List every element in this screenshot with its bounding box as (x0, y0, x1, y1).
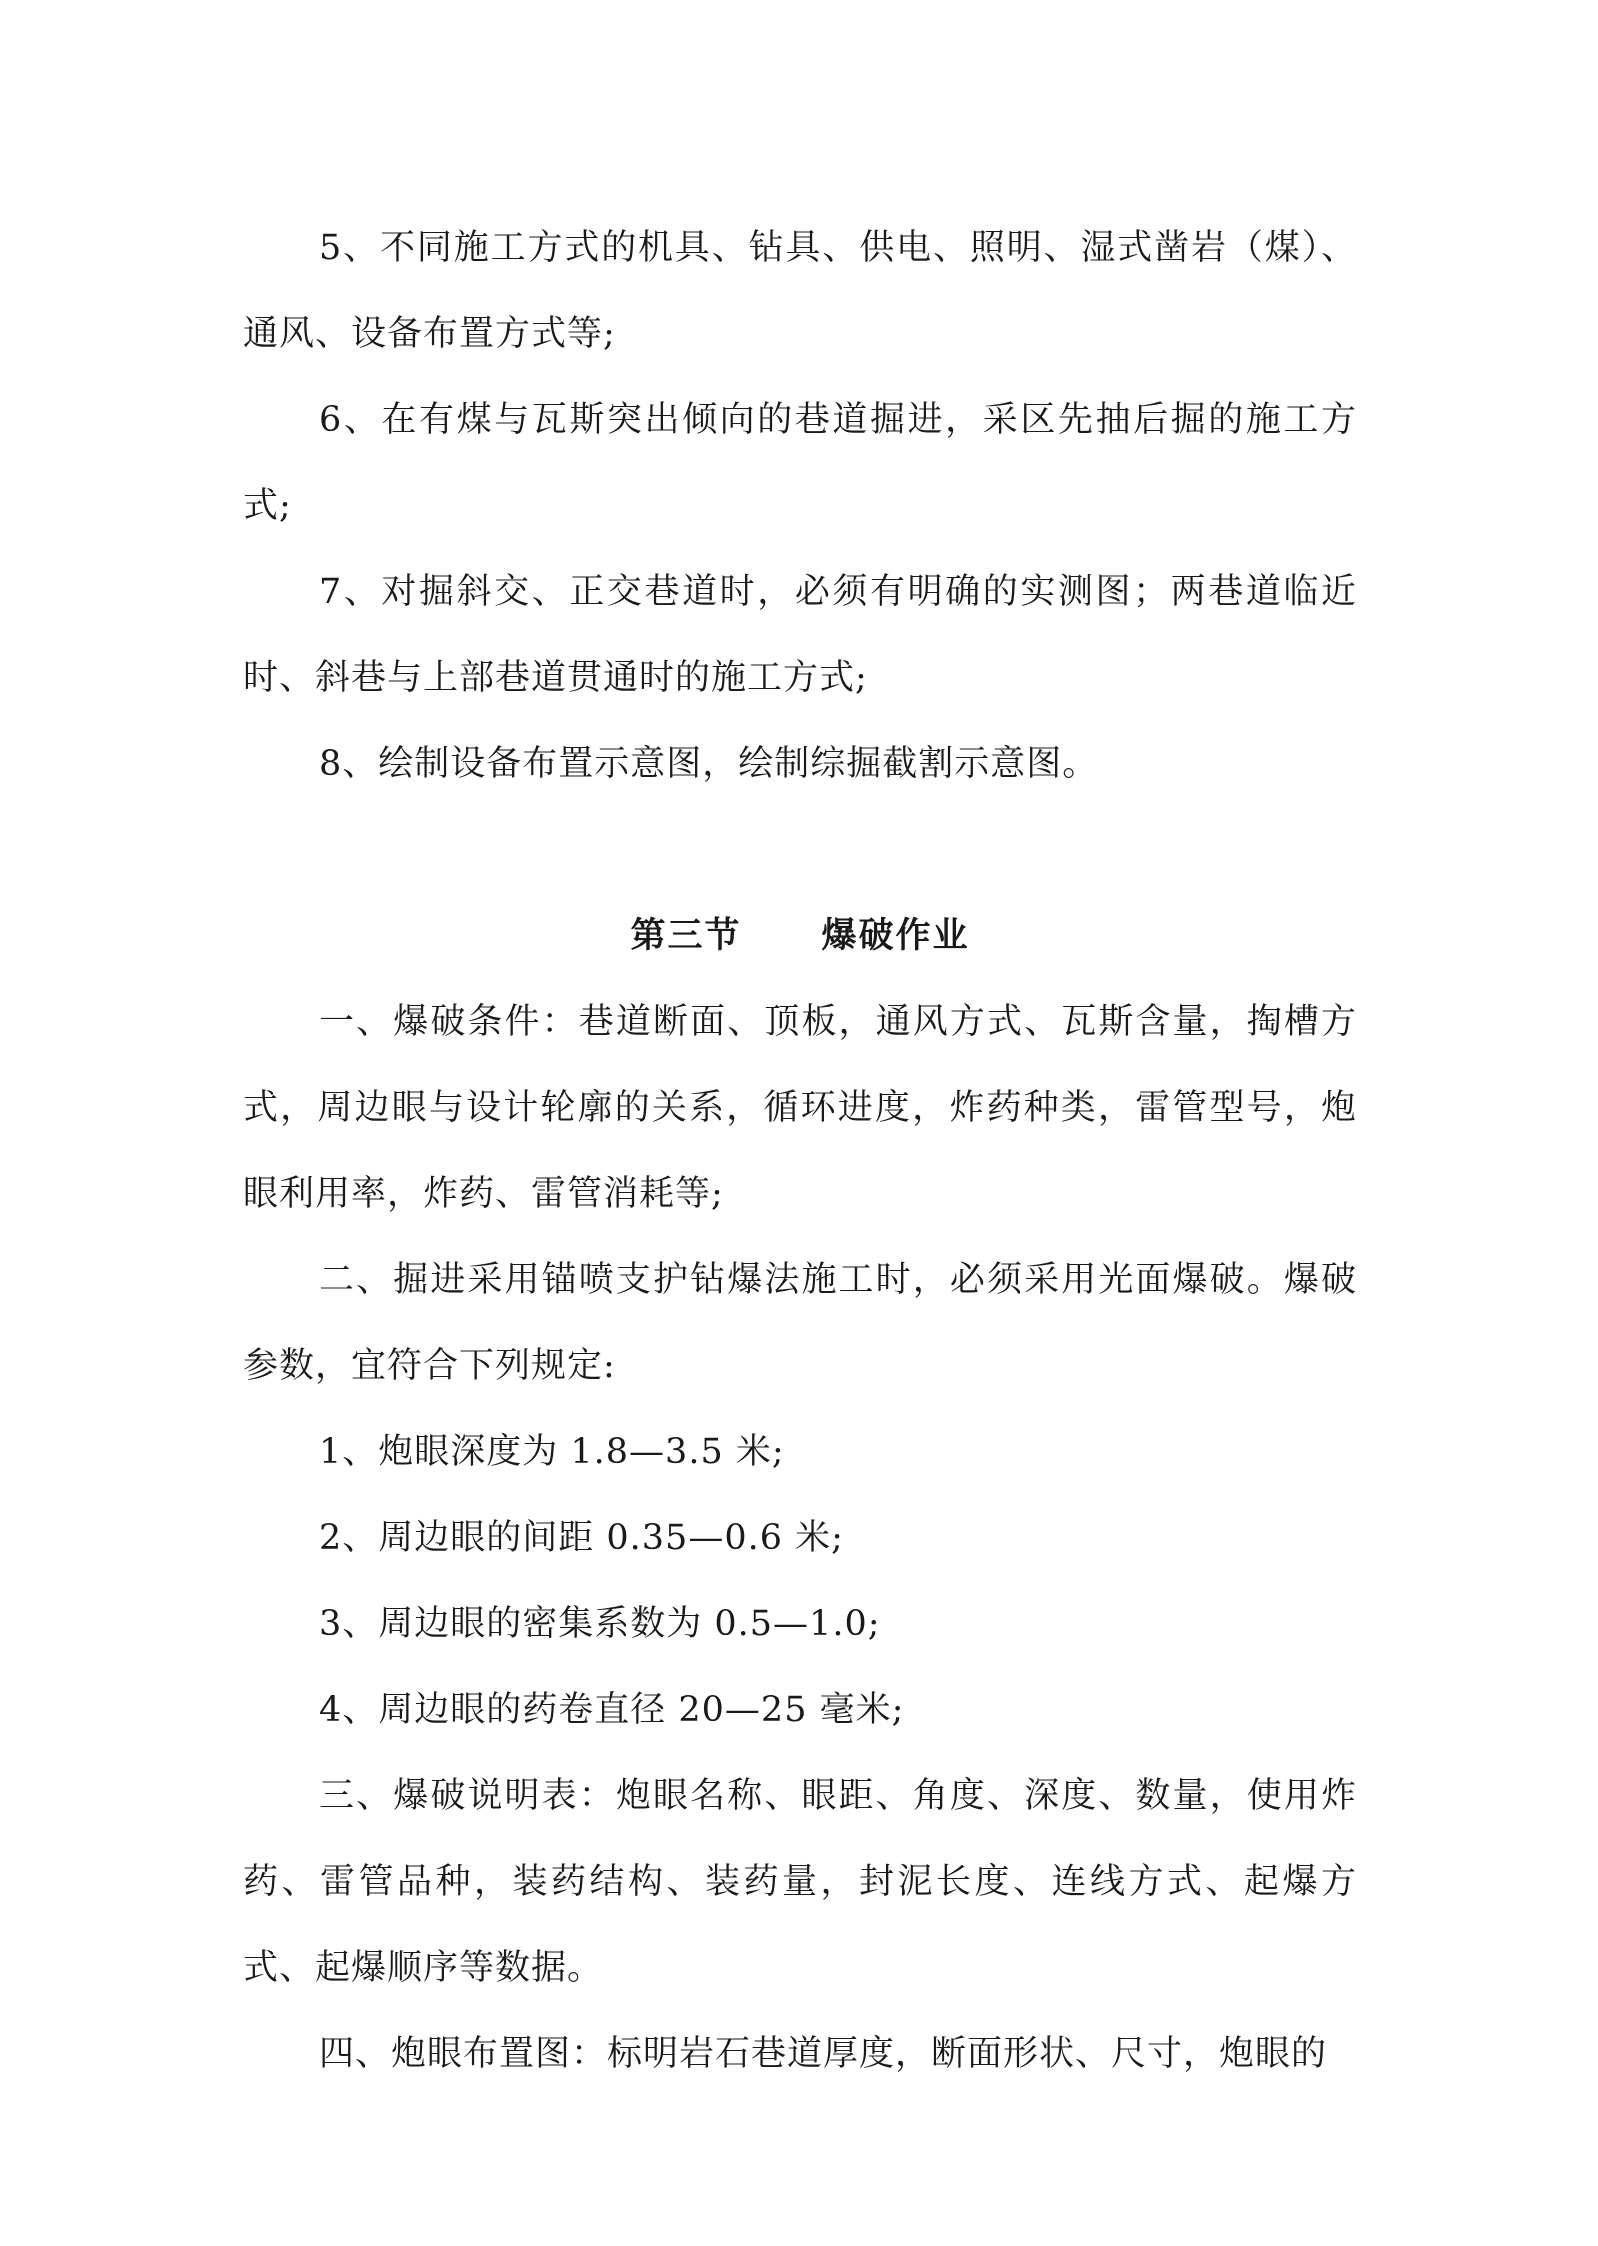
paragraph-blasting-table: 三、爆破说明表：炮眼名称、眼距、角度、深度、数量，使用炸药、雷管品种，装药结构、装药量，封泥长度、连线方式、起爆方式、起爆顺序等数据。 (243, 1776, 1357, 1988)
paragraph-item-7: 7、对掘斜交、正交巷道时，必须有明确的实测图；两巷道临近时、斜巷与上部巷道贯通时的施工方式; (243, 572, 1357, 698)
section-heading (243, 893, 1357, 979)
paragraph-hole-depth: 1、炮眼深度为 1.8—3.5 米; (319, 1432, 785, 1472)
section-number: 第三节 (630, 916, 742, 956)
document-page (243, 205, 1357, 2097)
paragraph-item-8: 8、绘制设备布置示意图，绘制综掘截割示意图。 (319, 744, 1099, 784)
paragraph-blasting-conditions: 一、爆破条件：巷道断面、顶板，通风方式、瓦斯含量，掏槽方式，周边眼与设计轮廓的关系，循环进度，炸药种类，雷管型号，炮眼利用率，炸药、雷管消耗等; (243, 1002, 1357, 1214)
paragraph-item-5: 5、不同施工方式的机具、钻具、供电、照明、湿式凿岩（煤）、通风、设备布置方式等; (243, 228, 1357, 354)
section-spacer (243, 807, 1357, 893)
paragraph-density-coefficient: 3、周边眼的密集系数为 0.5—1.0; (319, 1604, 881, 1644)
paragraph-hole-layout: 四、炮眼布置图：标明岩石巷道厚度，断面形状、尺寸，炮眼的 (319, 2034, 1328, 2074)
paragraph-smooth-blasting: 二、掘进采用锚喷支护钻爆法施工时，必须采用光面爆破。爆破参数，宜符合下列规定: (243, 1260, 1357, 1386)
paragraph-perimeter-spacing: 2、周边眼的间距 0.35—0.6 米; (319, 1518, 844, 1558)
paragraph-cartridge-diameter: 4、周边眼的药卷直径 20—25 毫米; (319, 1690, 905, 1730)
paragraph-item-6: 6、在有煤与瓦斯突出倾向的巷道掘进，采区先抽后掘的施工方式; (243, 400, 1357, 526)
section-title: 爆破作业 (821, 916, 970, 956)
